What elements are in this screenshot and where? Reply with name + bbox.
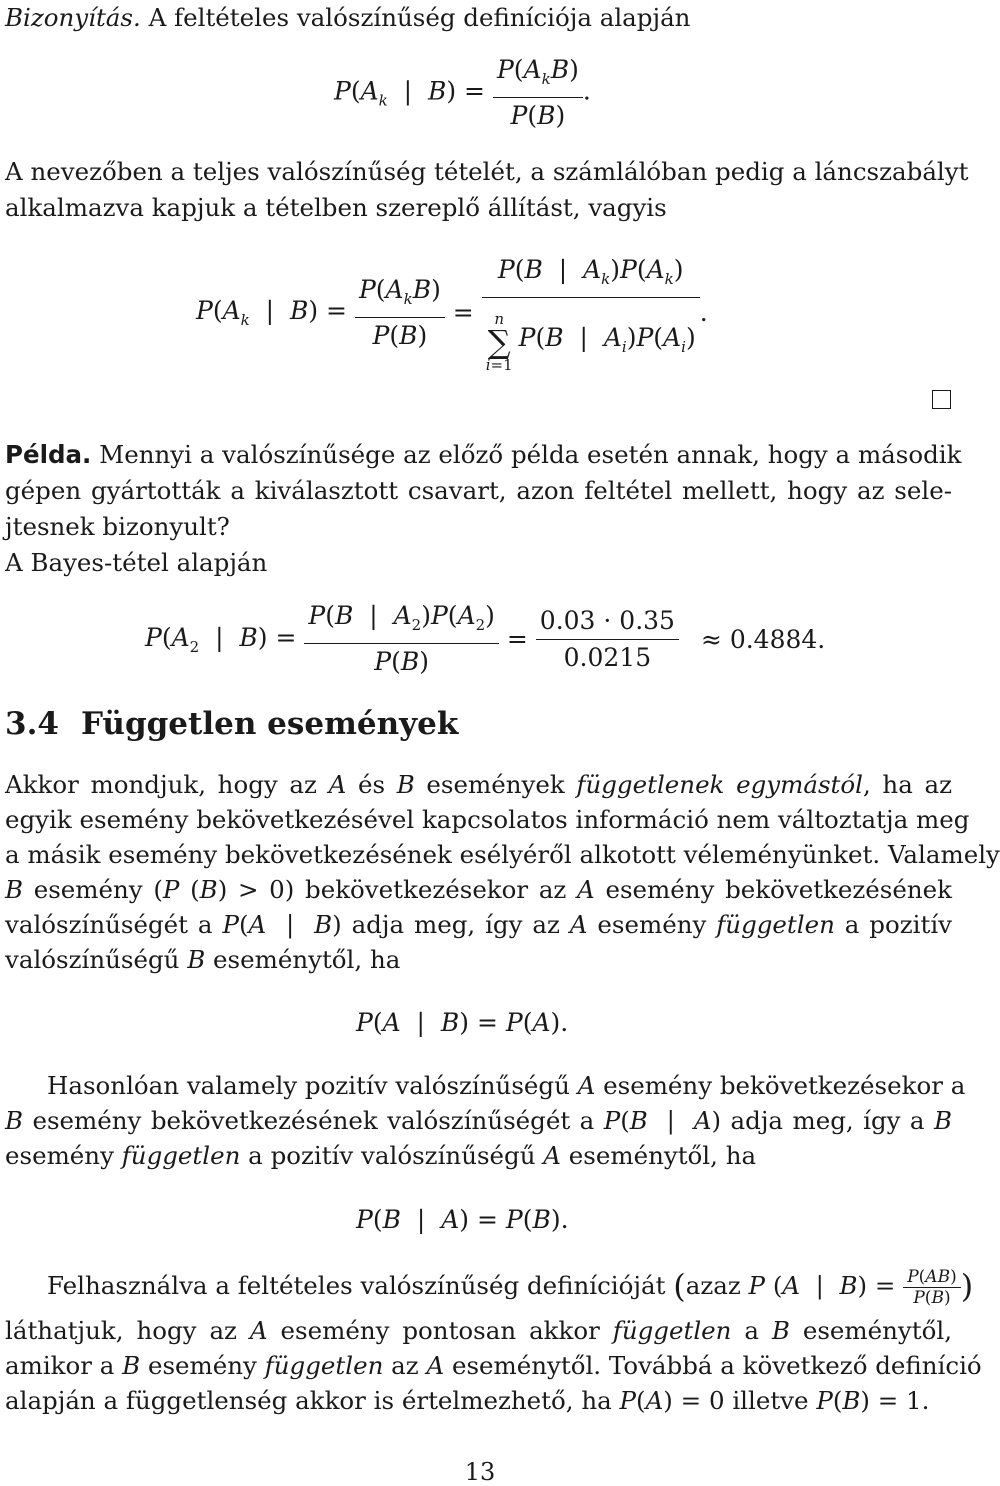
- summation-icon: n ∑ i=1: [485, 310, 513, 374]
- equation-independence-b: P(B | A) = P(B).: [356, 1205, 569, 1234]
- paragraph-line: B esemény (P (B) > 0) bekövetkezésekor az A esemény bekövetkezésének: [5, 875, 952, 904]
- example-line: jtesnek bizonyult?: [5, 512, 230, 541]
- fraction: $\frac{P(AB)}{P(B)}$: [903, 1267, 961, 1308]
- section-title: Független események: [80, 706, 459, 742]
- paragraph-line: amikor a B esemény független az A eseménytől. Továbbá a következő definíció: [5, 1351, 982, 1380]
- paragraph-line: valószínűségét a P(A | B) adja meg, így az A esemény független a pozitív: [5, 910, 953, 939]
- fraction: $\frac{0.03 \cdot 0.35}{0.0215}$: [536, 603, 679, 676]
- page-number: 13: [464, 1458, 496, 1486]
- proof-text-line: alkalmazva kapjuk a tételben szereplő állítást, vagyis: [5, 193, 667, 222]
- example-label: Példa.: [5, 440, 92, 469]
- example-line: A Bayes-tétel alapján: [5, 548, 268, 577]
- paragraph-line: Akkor mondjuk, hogy az A és B események függetlenek egymástól, ha az: [5, 770, 953, 799]
- example-result: ≈ 0.4884.: [700, 624, 826, 654]
- paragraph-line: Hasonlóan valamely pozitív valószínűségű A esemény bekövetkezésekor a: [47, 1071, 966, 1100]
- equation-conditional-definition: $P(A_k$ | B) = $\frac{P(A_kB)}{P(B)}$ .: [334, 52, 591, 134]
- paragraph-line: Felhasználva a feltételes valószínűség definícióját (azaz P (A | B) = $\frac{P(AB)}{P(B)}$ ): [47, 1267, 974, 1308]
- equation-independence-a: P(A | B) = P(A).: [356, 1008, 569, 1037]
- paragraph-line: a másik esemény bekövetkezésének esélyéről alkotott véleményünket. Valamely: [5, 840, 1000, 869]
- paragraph-line: esemény független a pozitív valószínűségű A eseménytől, ha: [5, 1141, 757, 1170]
- proof-intro-line: [5, 0, 952, 36]
- fraction: P(B | $A_k)P(A_k)$ n ∑ i=1 P(B | $A_i)P(A_i)$: [482, 252, 700, 373]
- proof-label: Bizonyítás.: [5, 3, 141, 32]
- paragraph-line: egyik esemény bekövetkezésével kapcsolatos információ nem változtatja meg: [5, 805, 970, 834]
- paragraph-line: láthatjuk, hogy az A esemény pontosan akkor független a B eseménytől,: [5, 1316, 952, 1345]
- equation-bayes-theorem: $P(A_k$ | B) = $\frac{P(A_kB)}{P(B)}$ = P(B | $A_k)P(A_k)$ n ∑ i=1 P(B | $A_i)P(A_i)$ .: [196, 252, 708, 373]
- fraction: $\frac{P(A_kB)}{P(B)}$: [493, 52, 583, 134]
- example-line: Példa. Mennyi a valószínűsége az előző példa esetén annak, hogy a második: [5, 440, 962, 469]
- section-number: 3.4: [5, 706, 59, 742]
- equation-bayes-example: $P(A_2$ | B) = $\frac{P(B | A_2)P(A_2)}{P(B)}$ = $\frac{0.03 \cdot 0.35}{0.0215}$ ≈ 0.4884.: [145, 598, 825, 680]
- paragraph-line: B esemény bekövetkezésének valószínűségét a P(B | A) adja meg, így a B: [5, 1106, 953, 1135]
- example-line: gépen gyártották a kiválasztott csavart, azon feltétel mellett, hogy az sele-: [5, 476, 952, 505]
- fraction: $\frac{P(A_kB)}{P(B)}$: [355, 272, 445, 354]
- qed-square-icon: [932, 390, 951, 409]
- proof-text-line: A nevezőben a teljes valószínűség tételét, a számlálóban pedig a láncszabályt: [5, 157, 969, 186]
- paragraph-line: alapján a függetlenség akkor is értelmezhető, ha P(A) = 0 illetve P(B) = 1.: [5, 1386, 930, 1415]
- proof-intro-text: A feltételes valószínűség definíciója alapján: [148, 3, 691, 32]
- fraction: $\frac{P(B | A_2)P(A_2)}{P(B)}$: [304, 598, 499, 680]
- paragraph-line: valószínűségű B eseménytől, ha: [5, 945, 401, 974]
- section-heading: [5, 706, 458, 742]
